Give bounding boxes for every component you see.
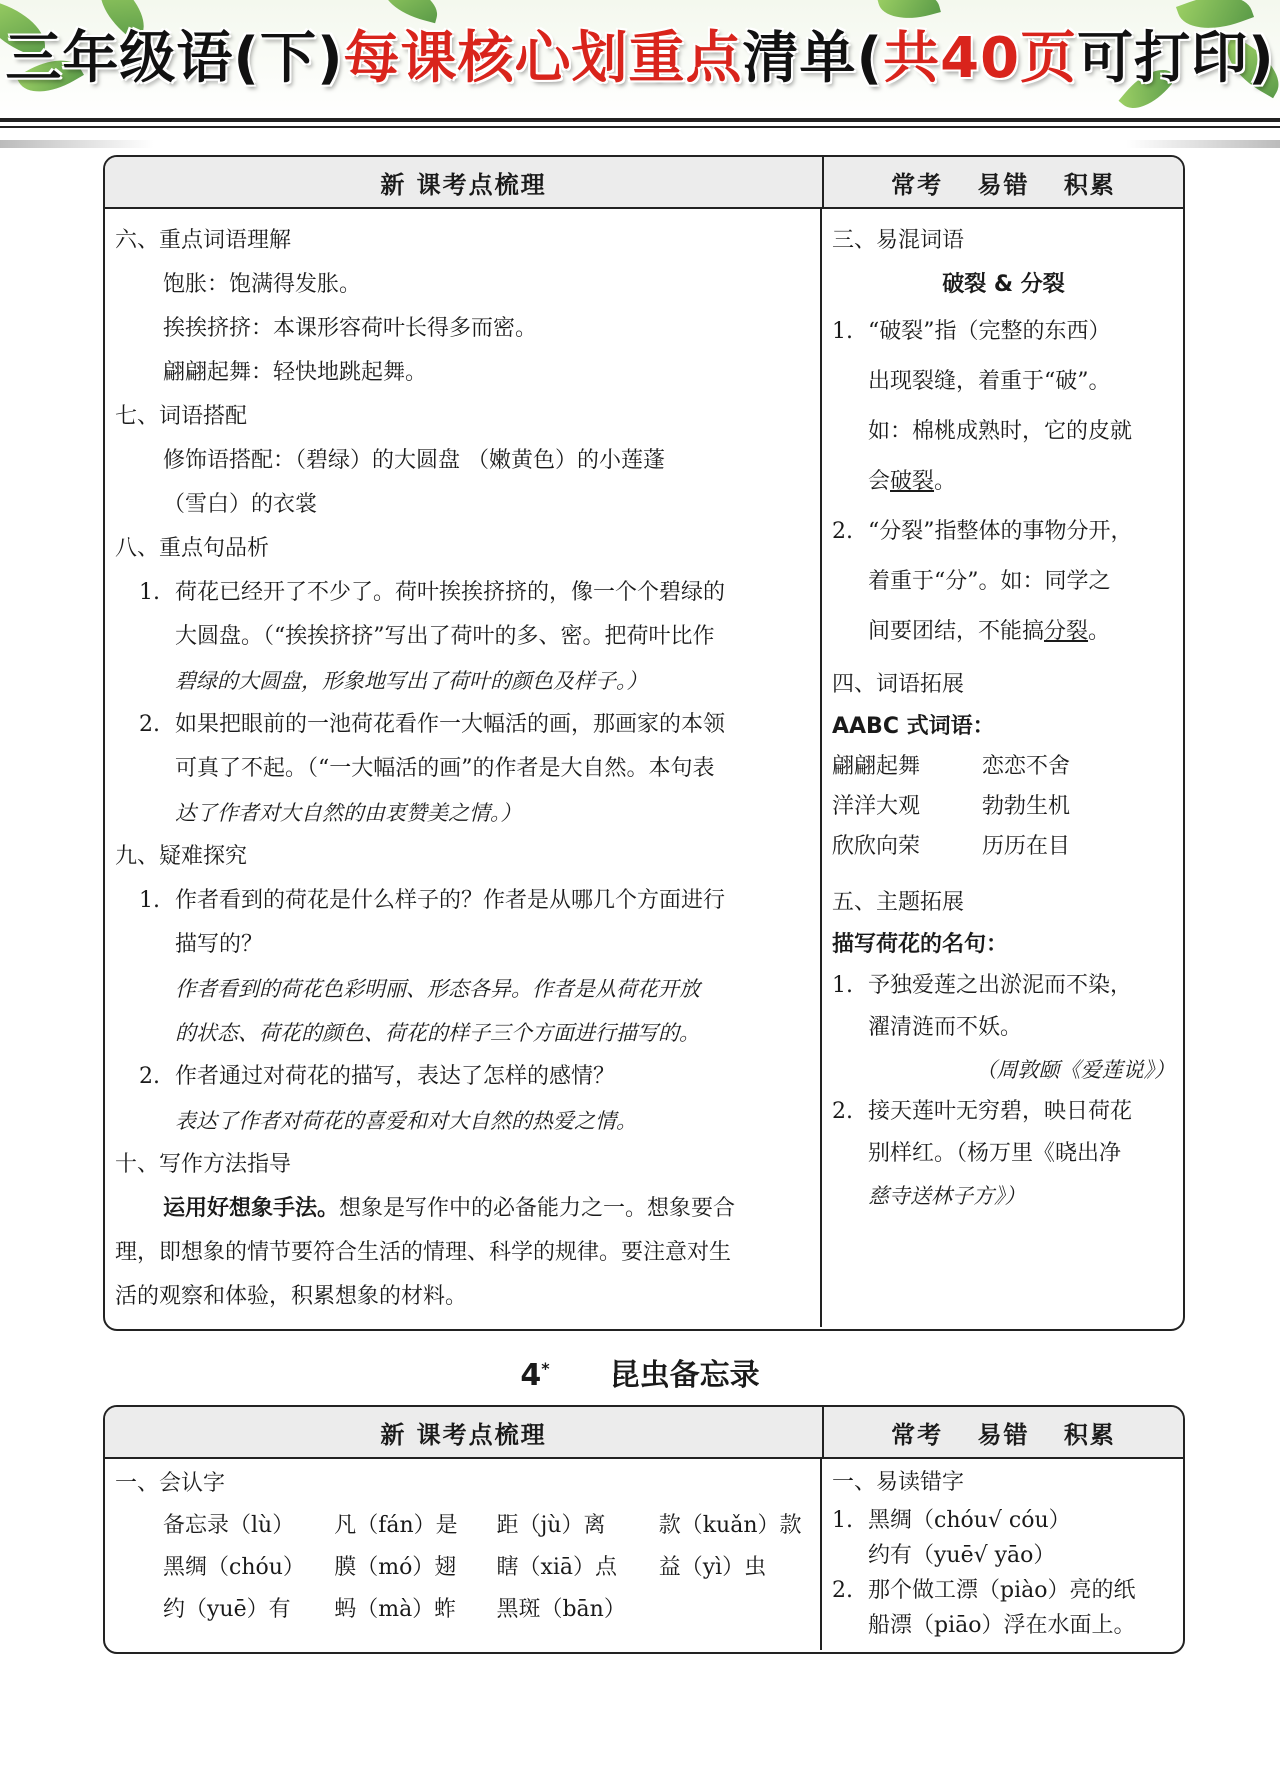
- quote-line: [832, 965, 1175, 1007]
- definition-line: 挨挨挤挤：本课形容荷叶长得多而密。: [163, 316, 538, 341]
- quote-line: 别样红。（杨万里《晓出净: [868, 1141, 1122, 1166]
- sentence-line: 达了作者对大自然的由衷赞美之情。）: [175, 801, 522, 825]
- page-title: [0, 14, 1280, 94]
- pinyin-line: 约有（yuē√ yāo）: [868, 1543, 1056, 1568]
- pinyin-row: [115, 1547, 808, 1589]
- emphasis-text: 运用好想象手法。: [163, 1196, 340, 1221]
- item-number: 2.: [832, 1099, 853, 1124]
- answer-line: 作者看到的荷花色彩明丽、形态各异。作者是从荷花开放: [175, 977, 700, 1001]
- paragraph-line: [115, 1187, 808, 1231]
- pinyin-word: 凡（fán）是: [334, 1513, 458, 1538]
- pinyin-word: 黑斑（bān）: [496, 1597, 626, 1622]
- divider: [0, 126, 1280, 128]
- banner: [0, 0, 1280, 118]
- section-heading: 一、易读错字: [832, 1470, 965, 1495]
- pinyin-word: 约（yuē）有: [163, 1597, 291, 1622]
- quote-line: 濯清涟而不妖。: [868, 1015, 1023, 1040]
- pinyin-line: 船漂（piāo）浮在水面上。: [868, 1613, 1136, 1638]
- section-heading: 十、写作方法指导: [115, 1152, 292, 1177]
- explanation-line: [832, 457, 1175, 507]
- lesson-number: 4: [520, 1358, 542, 1393]
- left-column: [105, 1459, 822, 1650]
- explanation-text: “分裂”指整体的事物分开，: [868, 519, 1133, 544]
- header-right: 常考 易错 积累: [891, 1420, 1116, 1449]
- underlined-word: 分裂: [1044, 619, 1089, 644]
- header-left: 新 课考点梳理: [105, 157, 824, 207]
- pinyin-line: [832, 1573, 1175, 1608]
- title-part: 三年级语(下): [5, 26, 344, 91]
- section-heading: 六、重点词语理解: [115, 228, 292, 253]
- explanation-line: 着重于“分”。如：同学之: [868, 569, 1111, 594]
- pinyin-word: [659, 1589, 808, 1631]
- item-number: 2.: [139, 1064, 160, 1089]
- item-number: 2.: [832, 519, 853, 544]
- item-number: 1.: [832, 973, 853, 998]
- collocation-line: （雪白）的衣裳: [163, 492, 318, 517]
- word-row: [832, 827, 1175, 867]
- word: 欣欣向荣: [832, 834, 921, 859]
- quote-text: 予独爱莲之出淤泥而不染，: [868, 973, 1133, 998]
- item-number: 2.: [832, 1578, 853, 1603]
- word-pair-heading: 破裂 & 分裂: [942, 272, 1065, 297]
- explanation-line: 出现裂缝，着重于“破”。: [868, 369, 1111, 394]
- answer-line: 的状态、荷花的颜色、荷花的样子三个方面进行描写的。: [175, 1021, 700, 1045]
- pinyin-word: 款（kuǎn）款: [658, 1513, 802, 1538]
- divider: [0, 118, 1280, 122]
- lower-table: [103, 1405, 1185, 1654]
- sentence-line: 大圆盘。（“挨挨挤挤”写出了荷叶的多、密。把荷叶比作: [175, 624, 715, 649]
- quote-source: （周敦颐《爱莲说》）: [975, 1058, 1175, 1082]
- underlined-word: 破裂: [890, 469, 935, 494]
- sentence-text: 如果把眼前的一池荷花看作一大幅活的画，那画家的本领: [175, 712, 726, 737]
- table-body: [105, 1459, 1183, 1650]
- explanation-line: [832, 507, 1175, 557]
- lesson-title: [0, 1350, 1280, 1394]
- quote-line: 慈寺送林子方》）: [868, 1184, 1026, 1208]
- definition-line: 翩翩起舞：轻快地跳起舞。: [163, 360, 428, 385]
- subheading: 描写荷花的名句：: [832, 932, 1009, 957]
- pinyin-line: [832, 1503, 1175, 1538]
- explanation-line: [832, 307, 1175, 357]
- title-part: 共40页: [883, 26, 1078, 91]
- paragraph-line: 活的观察和体验，积累想象的材料。: [115, 1284, 468, 1309]
- paragraph-text: 想象是写作中的必备能力之一。想象要合: [339, 1196, 736, 1221]
- item-number: 2.: [139, 712, 160, 737]
- table-body: [105, 209, 1183, 1327]
- word: 洋洋大观: [832, 794, 921, 819]
- question-line: [115, 1055, 808, 1099]
- section-heading: 四、词语拓展: [832, 672, 965, 697]
- sentence-line: 碧绿的大圆盘，形象地写出了荷叶的颜色及样子。）: [175, 669, 648, 693]
- text: 间要团结，不能搞: [868, 619, 1045, 644]
- text: 会: [868, 469, 891, 494]
- title-part: 每课核心划重点: [343, 26, 743, 91]
- sentence-line: [115, 703, 808, 747]
- pinyin-word: 蚂（mà）蚱: [334, 1597, 457, 1622]
- paragraph-line: 理，即想象的情节要符合生活的情理、科学的规律。要注意对生: [115, 1240, 732, 1265]
- answer-line: 表达了作者对荷花的喜爱和对大自然的热爱之情。: [175, 1109, 637, 1133]
- explanation-line: 如：棉桃成熟时，它的皮就: [868, 419, 1133, 444]
- table-header: [105, 1407, 1183, 1459]
- text: 。: [1088, 619, 1111, 644]
- pinyin-text: 黑绸（chóu√ cóu）: [868, 1508, 1071, 1533]
- title-part: 清单(: [742, 26, 884, 91]
- section-heading: 九、疑难探究: [115, 844, 248, 869]
- lesson-name: 昆虫备忘录: [609, 1358, 760, 1393]
- table-header: [105, 157, 1183, 209]
- sentence-line: [115, 571, 808, 615]
- word: 历历在目: [982, 834, 1071, 859]
- section-heading: 七、词语搭配: [115, 404, 248, 429]
- header-left: 新 课考点梳理: [105, 1407, 824, 1457]
- quote-line: [832, 1091, 1175, 1133]
- explanation-text: “破裂”指（完整的东西）: [868, 319, 1111, 344]
- pinyin-word: 膜（mó）翅: [334, 1555, 457, 1580]
- pinyin-word: 瞎（xiā）点: [496, 1555, 618, 1580]
- section-heading: 三、易混词语: [832, 228, 965, 253]
- pinyin-word: 益（yì）虫: [658, 1555, 767, 1580]
- section-heading: 一、会认字: [115, 1471, 226, 1496]
- question-text: 作者看到的荷花是什么样子的？作者是从哪几个方面进行: [175, 888, 726, 913]
- item-number: 1.: [139, 580, 160, 605]
- pinyin-word: 距（jù）离: [496, 1513, 606, 1538]
- title-part: 可打印): [1077, 26, 1275, 91]
- upper-table: [103, 155, 1185, 1331]
- pinyin-row: [115, 1589, 808, 1631]
- word-row: [832, 787, 1175, 827]
- collocation-line: 修饰语搭配：（碧绿）的大圆盘 （嫩黄色）的小莲蓬: [163, 448, 665, 473]
- right-column: [822, 209, 1183, 1327]
- section-heading: 五、主题拓展: [832, 890, 965, 915]
- subheading: AABC 式词语：: [832, 714, 995, 739]
- right-column: [822, 1459, 1183, 1650]
- pinyin-word: 黑绸（chóu）: [163, 1555, 305, 1580]
- word: 勃勃生机: [982, 794, 1071, 819]
- item-number: 1.: [832, 319, 853, 344]
- quote-text: 接天莲叶无穷碧，映日荷花: [868, 1099, 1133, 1124]
- sentence-text: 荷花已经开了不少了。荷叶挨挨挤挤的，像一个个碧绿的: [175, 580, 726, 605]
- word: 恋恋不舍: [982, 754, 1071, 779]
- divider: [0, 140, 1280, 148]
- pinyin-word: 备忘录（lù）: [163, 1513, 295, 1538]
- pinyin-row: [115, 1505, 808, 1547]
- header-right: 常考 易错 积累: [891, 170, 1116, 199]
- question-line: 描写的？: [175, 932, 264, 957]
- item-number: 1.: [832, 1508, 853, 1533]
- explanation-line: [832, 607, 1175, 657]
- sentence-line: 可真了不起。（“一大幅活的画”的作者是大自然。本句表: [175, 756, 715, 781]
- section-heading: 八、重点句品析: [115, 536, 270, 561]
- left-column: [105, 209, 822, 1327]
- item-number: 1.: [139, 888, 160, 913]
- lesson-mark: *: [541, 1359, 550, 1378]
- question-line: [115, 879, 808, 923]
- text: 。: [934, 469, 957, 494]
- word: 翩翩起舞: [832, 754, 921, 779]
- word-row: [832, 747, 1175, 787]
- definition-line: 饱胀：饱满得发胀。: [163, 272, 362, 297]
- question-text: 作者通过对荷花的描写，表达了怎样的感情？: [175, 1064, 616, 1089]
- pinyin-text: 那个做工漂（piào）亮的纸: [868, 1578, 1136, 1603]
